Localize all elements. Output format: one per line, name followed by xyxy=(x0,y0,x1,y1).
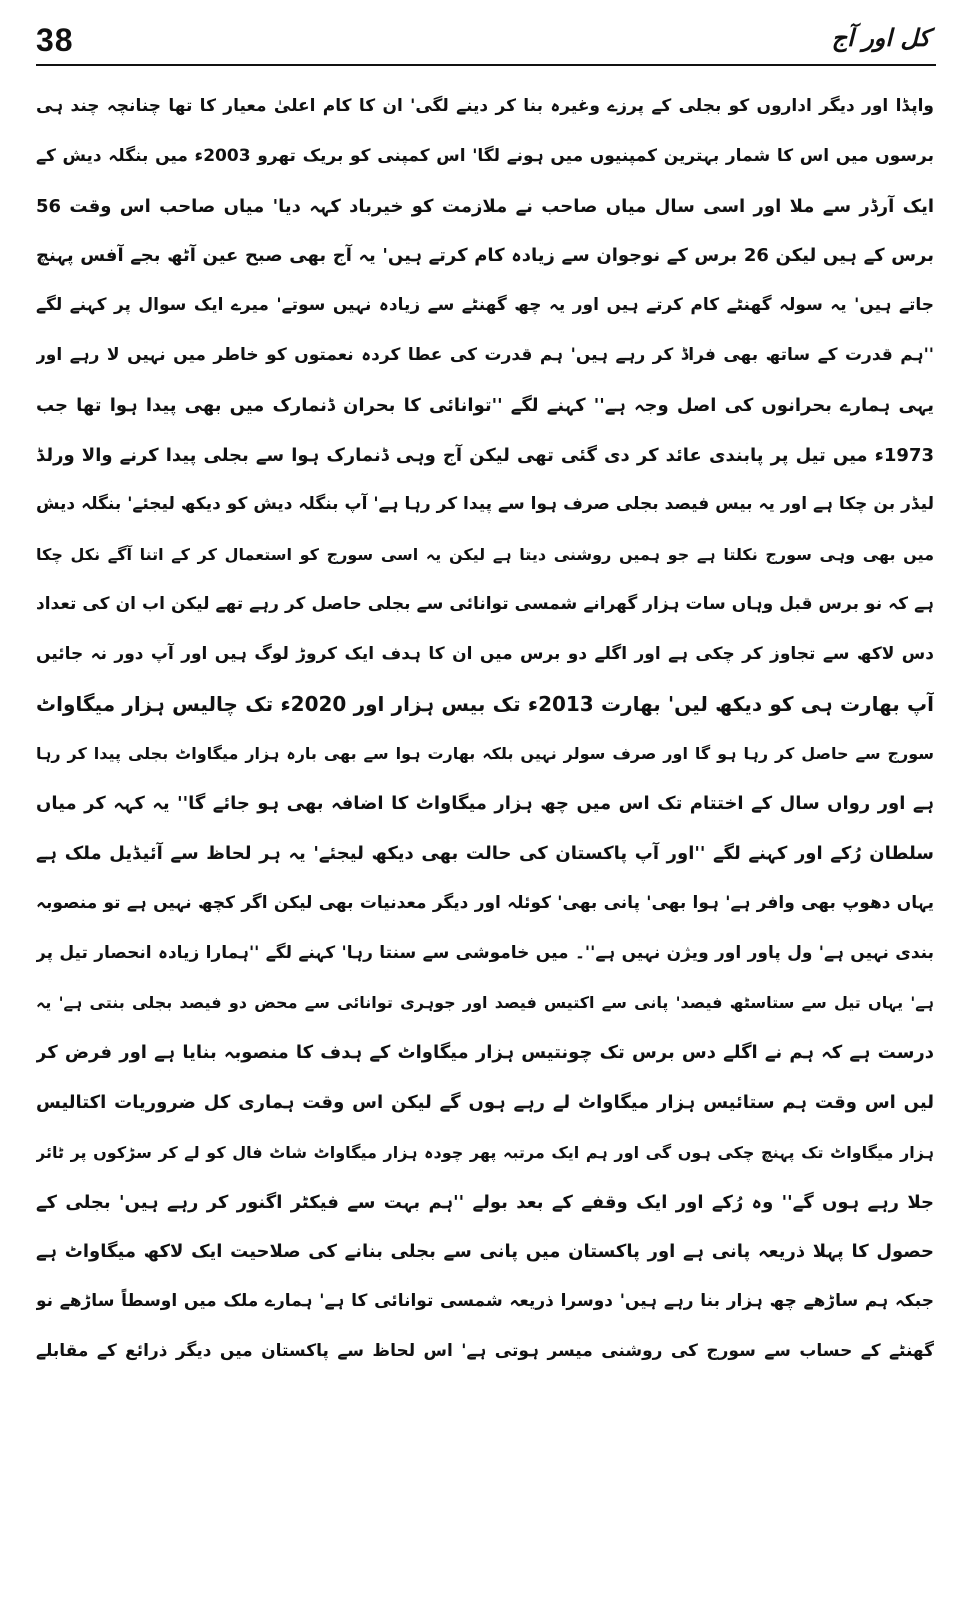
text-line: سورج سے حاصل کر رہا ہو گا اور صرف سولر نہیں بلکہ بھارت ہوا سے بھی بارہ ہزار میگاواٹ بجلی پیدا کر رہا xyxy=(36,744,934,764)
text-line: دس لاکھ سے تجاوز کر چکی ہے اور اگلے دو برس میں ان کا ہدف ایک کروڑ لوگ ہیں اور آپ دور نہ جائیں xyxy=(36,643,934,664)
running-title: کل اور آج xyxy=(831,24,930,52)
text-line: برس کے ہیں لیکن 26 برس کے نوجوان سے زیادہ کام کرتے ہیں' یہ آج بھی صبح عین آٹھ بجے آفس پہنچ xyxy=(36,245,934,267)
text-line: 1973ء میں تیل پر پابندی عائد کر دی گئی تھی لیکن آج وہی ڈنمارک ہوا سے بجلی پیدا کرنے والا ورلڈ xyxy=(36,444,934,466)
text-line: بندی نہیں ہے' ول پاور اور ویژن نہیں ہے''۔ میں خاموشی سے سنتا رہا' کہنے لگے ''ہمارا زیادہ انحصار تیل پر xyxy=(36,942,934,963)
text-line: ہے کہ نو برس قبل وہاں سات ہزار گھرانے شمسی توانائی سے بجلی حاصل کر رہے تھے لیکن اب ان کی تعداد xyxy=(36,593,934,614)
text-line: لیڈر بن چکا ہے اور یہ بیس فیصد بجلی صرف ہوا سے پیدا کر رہا ہے' آپ بنگلہ دیش کو دیکھ لیجئے' بنگلہ دیش xyxy=(36,494,934,515)
text-line: میں بھی وہی سورج نکلتا ہے جو ہمیں روشنی دیتا ہے لیکن یہ اسی سورج کو استعمال کر کے اتنا آگے نکل چکا xyxy=(36,545,934,565)
text-line: حصول کا پہلا ذریعہ پانی ہے اور پاکستان میں پانی سے بجلی بنانے کی صلاحیت ایک لاکھ میگاواٹ ہے xyxy=(36,1241,934,1263)
text-line: واپڈا اور دیگر اداروں کو بجلی کے پرزے وغیرہ بنا کر دینے لگی' ان کا کام اعلیٰ معیار کا تھا چنانچہ چند ہی xyxy=(36,96,934,116)
page-number: 38 xyxy=(36,22,74,58)
text-line: سلطان رُکے اور کہنے لگے ''اور آپ پاکستان کی حالت بھی دیکھ لیجئے' یہ ہر لحاظ سے آئیڈیل ملک ہے xyxy=(36,842,934,864)
text-line: گھنٹے کے حساب سے سورج کی روشنی میسر ہوتی ہے' اس لحاظ سے پاکستان میں دیگر ذرائع کے مقابلے xyxy=(36,1340,934,1361)
text-line: لیں اس وقت ہم ستائیس ہزار میگاواٹ لے رہے ہوں گے لیکن اس وقت ہماری کل ضروریات اکتالیس xyxy=(36,1091,934,1113)
text-line: برسوں میں اس کا شمار بہترین کمپنیوں میں ہونے لگا' اس کمپنی کو بریک تھرو 2003ء میں بنگلہ دیش کے xyxy=(36,145,934,166)
text-line: آپ بھارت ہی کو دیکھ لیں' بھارت 2013ء تک بیس ہزار اور 2020ء تک چالیس ہزار میگاواٹ xyxy=(36,691,934,716)
text-line: درست ہے کہ ہم نے اگلے دس برس تک چونتیس ہزار میگاواٹ کے ہدف کا منصوبہ بنایا ہے اور فرض کر xyxy=(36,1042,934,1064)
text-line: جاتے ہیں' یہ سولہ گھنٹے کام کرتے ہیں اور یہ چھ گھنٹے سے زیادہ نہیں سوتے' میرے ایک سوال پر کہنے لگے xyxy=(36,295,934,316)
text-line: ہزار میگاواٹ تک پہنچ چکی ہوں گی اور ہم ایک مرتبہ پھر چودہ ہزار میگاواٹ شاٹ فال کو لے کر سڑکوں پر ٹائر xyxy=(36,1142,934,1162)
text-line: یہاں دھوپ بھی وافر ہے' ہوا بھی' پانی بھی' کوئلہ اور دیگر معدنیات بھی لیکن اگر کچھ نہیں ہے تو منصوبہ xyxy=(36,892,934,913)
text-line: ہے اور رواں سال کے اختتام تک اس میں چھ ہزار میگاواٹ کا اضافہ بھی ہو جائے گا'' یہ کہہ کر میاں xyxy=(36,793,934,815)
page-header xyxy=(36,18,936,68)
text-line: جبکہ ہم ساڑھے چھ ہزار بنا رہے ہیں' دوسرا ذریعہ شمسی توانائی کا ہے' ہمارے ملک میں اوسطاً ساڑھے نو xyxy=(36,1291,934,1312)
text-line: ''ہم قدرت کے ساتھ بھی فراڈ کر رہے ہیں' ہم قدرت کی عطا کردہ نعمتوں کو خاطر میں نہیں لا رہے اور xyxy=(36,344,934,365)
header-rule xyxy=(36,64,936,66)
text-line: ہے' یہاں تیل سے ستاسٹھ فیصد' پانی سے اکتیس فیصد اور جوہری توانائی سے محض دو فیصد بجلی بنتی ہے' یہ xyxy=(36,993,934,1013)
article-body xyxy=(36,82,934,1377)
text-line: جلا رہے ہوں گے'' وہ رُکے اور ایک وقفے کے بعد بولے ''ہم بہت سے فیکٹر اگنور کر رہے ہیں' بجلی کے xyxy=(36,1191,934,1213)
text-line: ایک آرڈر سے ملا اور اسی سال میاں صاحب نے ملازمت کو خیرباد کہہ دیا' میاں صاحب اس وقت 56 xyxy=(36,195,934,217)
text-line: یہی ہمارے بحرانوں کی اصل وجہ ہے'' کہنے لگے ''توانائی کا بحران ڈنمارک میں بھی پیدا ہوا تھا جب xyxy=(36,394,934,416)
